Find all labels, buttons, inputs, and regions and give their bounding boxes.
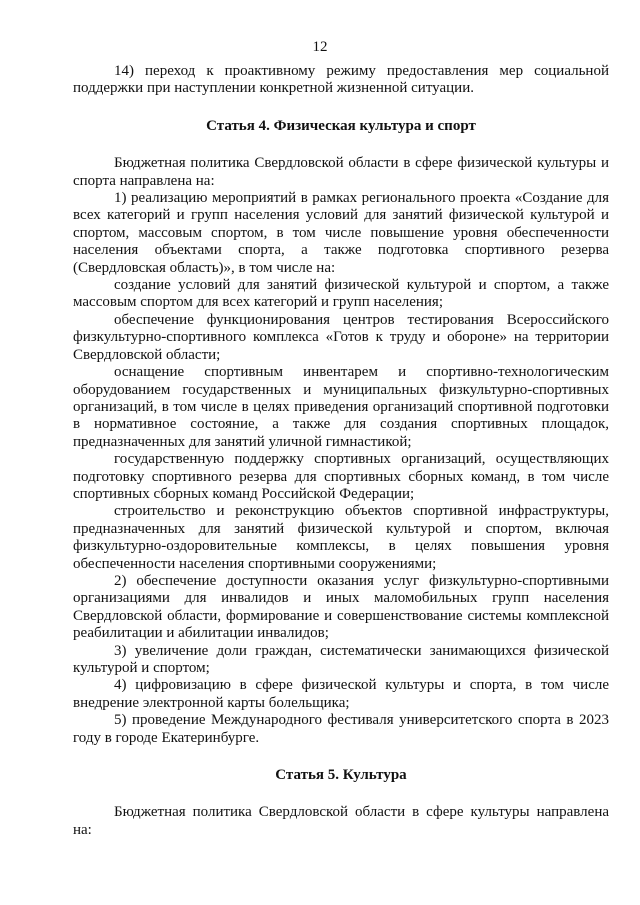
- article-4-item-3: 3) увеличение доли граждан, систематически занимающихся физической культурой и спортом;: [73, 642, 609, 676]
- article-4-subitem: государственную поддержку спортивных организаций, осуществляющих подготовку спортивного резерва для спортивных сборных команд, в том числе спортивных сборных команд Российской Федерации;: [73, 451, 609, 502]
- article-4-item-5: 5) проведение Международного фестиваля университетского спорта в 2023 году в городе Екатеринбурге.: [73, 712, 609, 746]
- document-body: [73, 63, 609, 839]
- page-number: 12: [312, 39, 328, 55]
- article-5-intro: Бюджетная политика Свердловской области в сфере культуры направлена на:: [73, 804, 609, 838]
- article-4-heading: Статья 4. Физическая культура и спорт: [206, 117, 476, 134]
- article-4-item-1: 1) реализацию мероприятий в рамках регионального проекта «Создание для всех категорий и групп населения условий для занятий физической культурой и спортом, массовым спортом, в том числе повышение уровня обеспеченности населения объектами спорта, а также подготовка спортивного резерва (Свердловская область)», в том числе на:: [73, 190, 609, 276]
- article-4-subitem: создание условий для занятий физической культурой и спортом, а также массовым спортом для всех категорий и групп населения;: [73, 277, 609, 311]
- article-4-subitem: оснащение спортивным инвентарем и спортивно-технологическим оборудованием государственных и муниципальных физкультурно-спортивных организаций, в том числе в целях приведения организаций спортивной подготовки в нормативное состояние, а также для создания спортивных площадок, предназначенных для занятий уличной гимнастикой;: [73, 364, 609, 450]
- article-5-heading: Статья 5. Культура: [275, 767, 407, 784]
- article-4-subitem: обеспечение функционирования центров тестирования Всероссийского физкультурно-спортивного комплекса «Готов к труду и обороне» на территории Свердловской области;: [73, 311, 609, 363]
- article-4-item-4: 4) цифровизацию в сфере физической культуры и спорта, в том числе внедрение электронной карты болельщика;: [73, 677, 609, 711]
- article-4-intro: Бюджетная политика Свердловской области в сфере физической культуры и спорта направлена на:: [73, 155, 609, 189]
- item-14-paragraph: 14) переход к проактивному режиму предоставления мер социальной поддержки при наступлении конкретной жизненной ситуации.: [73, 63, 609, 97]
- article-4-subitem: строительство и реконструкцию объектов спортивной инфраструктуры, предназначенных для занятий физической культурой и спортом, включая физкультурно-оздоровительные комплексы, в целях повышения уровня обеспеченности населения спортивными сооружениями;: [73, 503, 609, 572]
- article-4-item-2: 2) обеспечение доступности оказания услуг физкультурно-спортивными организациями для инвалидов и иных маломобильных групп населения Свердловской области, формирование и совершенствование системы комплексной реабилитации и абилитации инвалидов;: [73, 572, 609, 642]
